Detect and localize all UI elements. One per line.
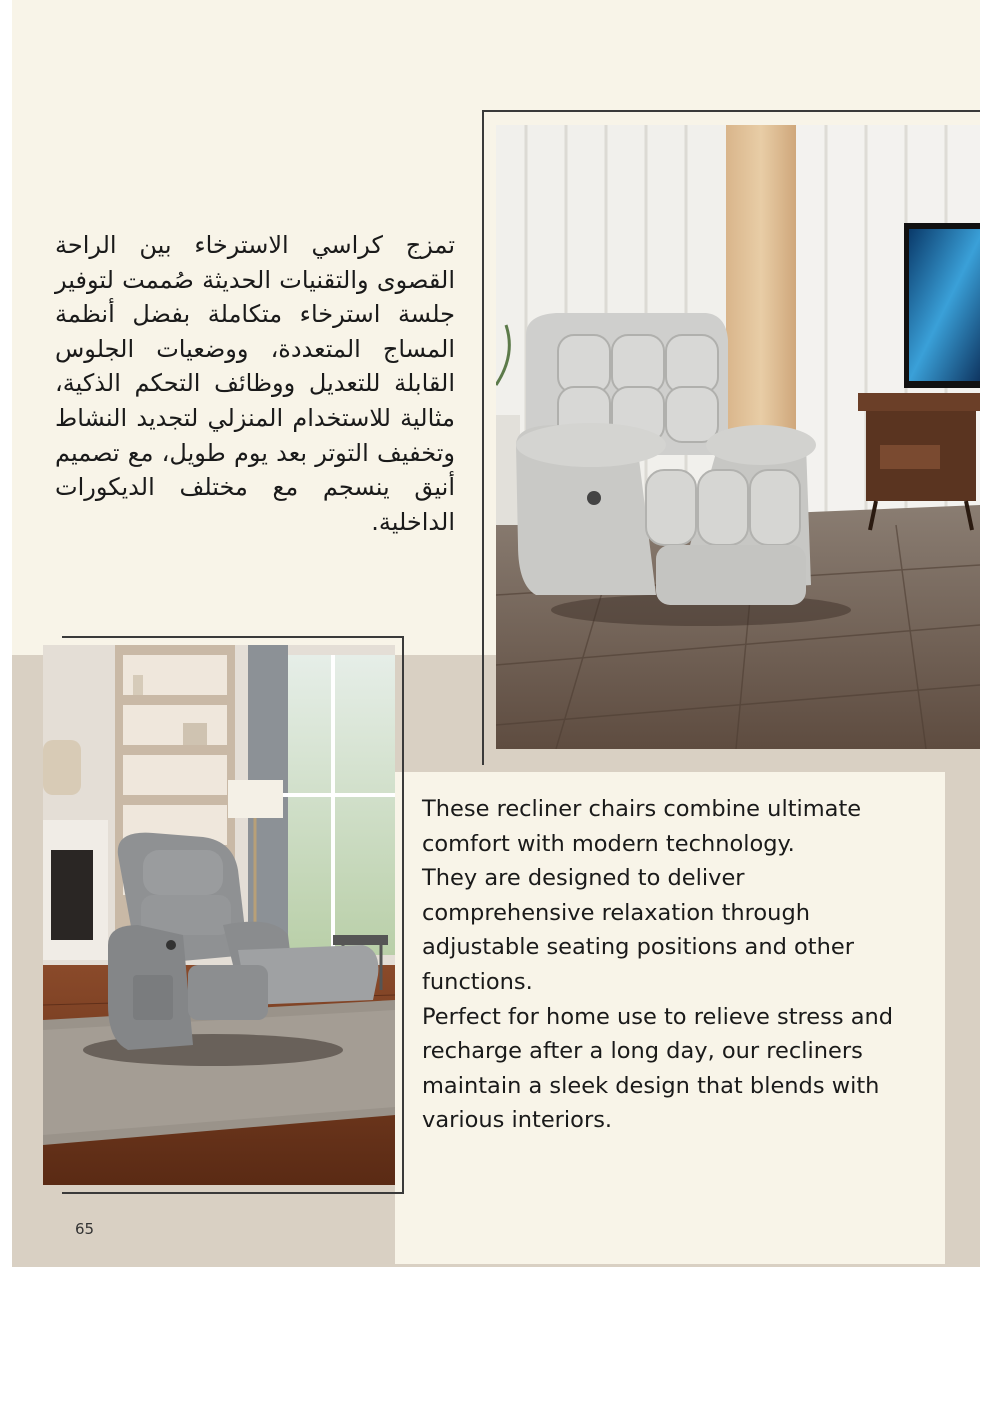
bottom-photo-frame-right	[402, 636, 404, 1194]
light-gray-recliner-photo	[496, 125, 980, 749]
english-paragraph-1: These recliner chairs combine ultimate comfort with modern technology.	[422, 796, 862, 857]
english-paragraph-3: Perfect for home use to relieve stress and recharge after a long day, our recliners maintain a sleek design that blends with various interiors.	[422, 1003, 894, 1134]
bottom-photo-frame-top	[62, 636, 404, 638]
arabic-paragraph: تمزج كراسي الاسترخاء بين الراحة القصوى والتقنيات الحديثة صُممت لتوفير جلسة استرخاء متكاملة بفضل أنظمة المساج المتعددة، ووضعيات الجلوس القابلة للتعديل ووظائف التحكم الذكية، مثالية للاستخدام المنزلي لتجديد النشاط وتخفيف التوتر بعد يوم طويل، مع تصميم أنيق ينسجم مع مختلف الديكورات الداخلية.	[55, 231, 455, 536]
bottom-photo-frame-bottom	[62, 1192, 404, 1194]
top-photo-frame-top	[482, 110, 980, 112]
english-paragraph-2: They are designed to deliver comprehensive relaxation through adjustable seating positions and other functions.	[422, 865, 854, 995]
page-number: 65	[75, 1220, 95, 1238]
top-photo-frame-left	[482, 110, 484, 765]
gray-recliner-photo	[43, 645, 395, 1185]
english-text	[422, 792, 922, 1138]
